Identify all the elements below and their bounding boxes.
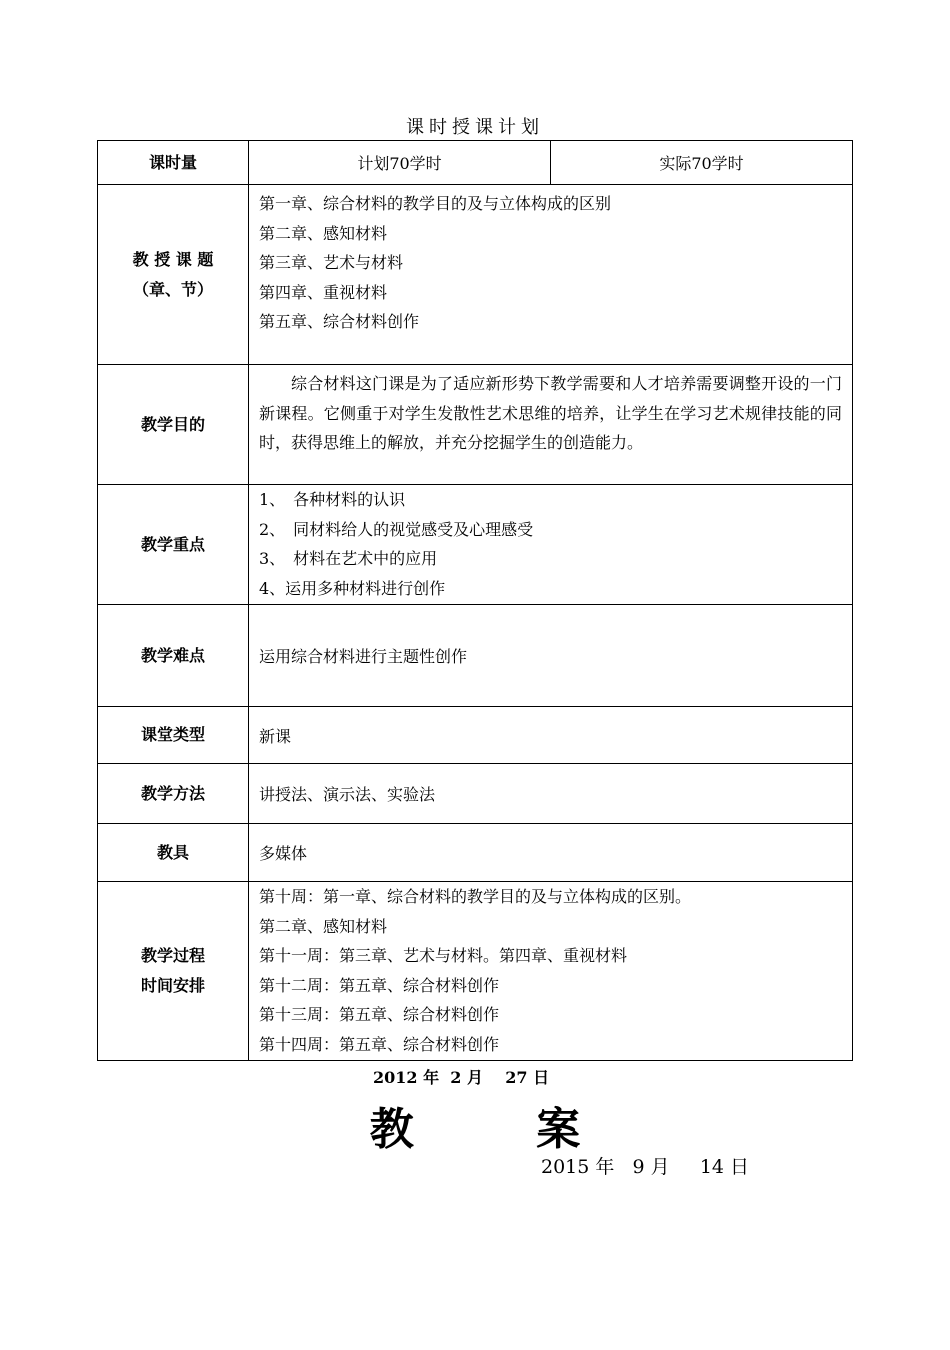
topic-item: 第五章、综合材料创作 bbox=[259, 312, 420, 332]
hours-label: 课时量 bbox=[98, 141, 249, 185]
hours-row bbox=[98, 141, 853, 185]
topics-content bbox=[249, 185, 853, 365]
plan-date: 2012 年 2 月 27 日 bbox=[373, 1068, 550, 1087]
tools-text: 多媒体 bbox=[249, 824, 853, 882]
methods-row bbox=[98, 764, 853, 824]
key-points-label: 教学重点 bbox=[98, 485, 249, 605]
schedule-label-line1: 教学过程 bbox=[140, 946, 205, 966]
difficulties-label: 教学难点 bbox=[98, 605, 249, 707]
class-type-text: 新课 bbox=[249, 707, 853, 764]
topic-item: 第二章、感知材料 bbox=[259, 223, 388, 243]
lesson-plan-date: 2015 年 9 月 14 日 bbox=[541, 1156, 750, 1178]
schedule-item: 第十四周：第五章、综合材料创作 bbox=[259, 1034, 500, 1054]
planned-hours: 计划70学时 bbox=[249, 141, 551, 185]
tools-row bbox=[98, 824, 853, 882]
class-type-row bbox=[98, 707, 853, 764]
schedule-item: 第十二周：第五章、综合材料创作 bbox=[259, 975, 500, 995]
schedule-item: 第十一周：第三章、艺术与材料。第四章、重视材料 bbox=[259, 946, 628, 966]
schedule-row bbox=[98, 882, 853, 1061]
teaching-plan-table bbox=[97, 140, 853, 1061]
tools-label: 教具 bbox=[98, 824, 249, 882]
schedule-label-line2: 时间安排 bbox=[140, 975, 205, 995]
objective-text: 综合材料这门课是为了适应新形势下教学需要和人才培养需要调整开设的一门新课程。它侧重于对学生发散性艺术思维的培养，让学生在学习艺术规律技能的同时，获得思维上的解放，并充分挖掘学生的创造能力。 bbox=[259, 374, 842, 453]
key-points-content bbox=[249, 485, 853, 605]
topics-label bbox=[98, 185, 249, 365]
schedule-item: 第二章、感知材料 bbox=[259, 916, 388, 936]
key-point-item: 2、 同材料给人的视觉感受及心理感受 bbox=[259, 519, 534, 539]
topic-item: 第四章、重视材料 bbox=[259, 282, 388, 302]
key-points-row bbox=[98, 485, 853, 605]
topic-item: 第一章、综合材料的教学目的及与立体构成的区别 bbox=[259, 194, 612, 213]
methods-text: 讲授法、演示法、实验法 bbox=[249, 764, 853, 824]
key-point-item: 4、运用多种材料进行创作 bbox=[259, 578, 446, 598]
schedule-item: 第十三周：第五章、综合材料创作 bbox=[259, 1005, 500, 1025]
objective-content bbox=[249, 365, 853, 485]
topics-label-line1: 教 授 课 题 bbox=[132, 249, 214, 269]
key-point-item: 1、 各种材料的认识 bbox=[259, 490, 406, 509]
difficulties-row bbox=[98, 605, 853, 707]
topics-row bbox=[98, 185, 853, 365]
topics-label-line2: （章、节） bbox=[132, 279, 213, 299]
objective-label: 教学目的 bbox=[98, 365, 249, 485]
difficulties-text: 运用综合材料进行主题性创作 bbox=[249, 605, 853, 707]
topic-item: 第三章、艺术与材料 bbox=[259, 253, 404, 273]
schedule-content bbox=[249, 882, 853, 1061]
class-type-label: 课堂类型 bbox=[98, 707, 249, 764]
document-title: 课时授课计划 bbox=[406, 117, 544, 138]
lesson-plan-heading: 教 案 bbox=[369, 1104, 581, 1155]
key-point-item: 3、 材料在艺术中的应用 bbox=[259, 549, 438, 569]
schedule-label bbox=[98, 882, 249, 1061]
methods-label: 教学方法 bbox=[98, 764, 249, 824]
schedule-item: 第十周：第一章、综合材料的教学目的及与立体构成的区别。 bbox=[259, 887, 692, 906]
actual-hours: 实际70学时 bbox=[551, 141, 853, 185]
objective-row bbox=[98, 365, 853, 485]
